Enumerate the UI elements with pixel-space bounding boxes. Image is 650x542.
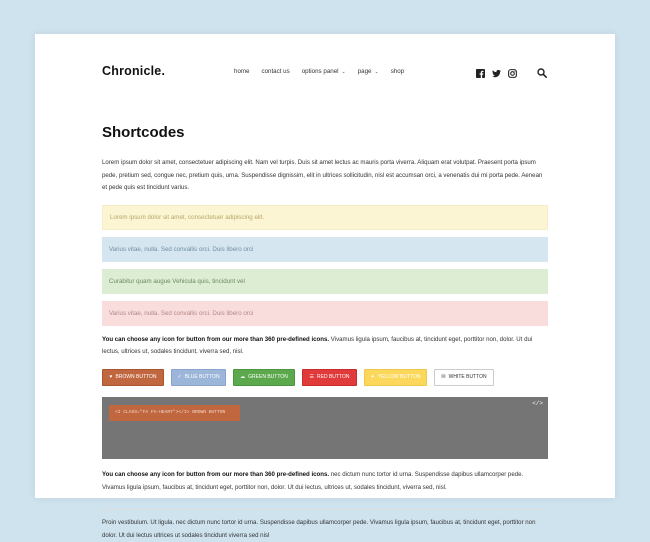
code-block — [102, 397, 548, 459]
nav-label: home — [234, 68, 250, 75]
green-button[interactable] — [233, 369, 295, 386]
description-rest: nec dictum nunc tortor id urna. Suspendisse dapibus ullamcorper pede. Vivamus ligula ipsum, faucibus at, tincidunt eget, porttitor non, dolor. Ut dui lectus, ultrices ut, sodales tincidunt, viverra sed, nisl. — [102, 470, 524, 491]
intro-paragraph: Lorem ipsum dolor sit amet, consectetuer adipiscing elit. Nam vel turpis. Duis sit amet lectus ac mauris porta viverra. Aliquam erat volutpat. Praesent porta ipsum pede, pretium sed, congue nec, pretium quis, urna. Suspendisse dignissim, elit in ultrices sollicitudin, nisl est accumsan orci, a venenatis dui mi porta pede. Aenean et pede quis est tincidunt varius. — [102, 159, 543, 192]
divider — [102, 509, 548, 510]
alert-text: Lorem ipsum dolor sit amet, consectetuer adipiscing elit. — [110, 213, 265, 221]
main-nav — [234, 68, 416, 75]
heart-icon: ♥ — [109, 374, 113, 381]
alert-green — [102, 269, 548, 294]
alert-text: Varius vitae, nulla. Sed convallis orci. Duis libero orci — [109, 309, 254, 317]
chevron-down-icon: ⌄ — [374, 68, 379, 75]
blue-button[interactable] — [171, 369, 226, 386]
cloud-icon: ☁ — [240, 374, 246, 381]
code-snippet: <I CLASS="FA FA-HEART"></I> BROWN BUTTON — [109, 405, 240, 421]
bold-intro: You can choose any icon for button from our more than 360 pre-defined icons. — [102, 470, 330, 478]
nav-item-shop[interactable] — [391, 68, 404, 75]
white-button[interactable] — [434, 369, 494, 386]
button-label: YELLOW BUTTON — [377, 374, 421, 381]
button-label: GREEN BUTTON — [248, 374, 288, 381]
facebook-icon[interactable] — [476, 65, 485, 74]
proin-paragraph: Proin vestibulum. Ut ligula. nec dictum nunc tortor id urna. Suspendisse dapibus ullamcorper pede. Vivamus ligula ipsum, faucibus at, tincidunt eget, porttitor non dolor. Ut dui lectus ultrices ut sodales tincidunt viverra sed nisl — [102, 519, 536, 539]
red-button[interactable] — [302, 369, 357, 386]
nav-item-contact-us[interactable] — [261, 68, 289, 75]
description-rest: Vivamus ligula ipsum, faucibus at, tincidunt eget, porttitor non, dolor. Ut dui lectus, ultrices ut, sodales tincidunt, viverra sed, nisl. — [102, 335, 533, 356]
buttons-description — [102, 334, 548, 359]
alert-yellow — [102, 205, 548, 230]
check-icon: ✓ — [177, 374, 182, 381]
button-label: BLUE BUTTON — [184, 374, 220, 381]
nav-label: contact us — [261, 68, 290, 75]
code-toggle-icon[interactable]: </> — [532, 399, 543, 407]
button-label: WHITE BUTTON — [448, 374, 487, 381]
site-header — [102, 64, 546, 84]
button-label: BROWN BUTTON — [115, 374, 157, 381]
chevron-down-icon: ⌄ — [341, 68, 346, 75]
button-label: RED BUTTON — [317, 374, 350, 381]
instagram-icon[interactable] — [508, 65, 517, 74]
list-icon: ☰ — [309, 374, 315, 381]
nav-item-page[interactable] — [358, 68, 379, 75]
twitter-icon[interactable] — [492, 65, 501, 74]
search-icon[interactable] — [537, 65, 547, 75]
alert-text: Varius vitae, nulla. Sed convallis orci. Duis libero orci — [109, 245, 254, 253]
bold-intro: You can choose any icon for button from our more than 360 pre-defined icons. — [102, 335, 330, 343]
main-content — [102, 124, 548, 542]
social-links — [476, 65, 517, 74]
nav-label: options panel — [301, 68, 339, 75]
page-title: Shortcodes — [102, 124, 185, 141]
icons-paragraph — [102, 469, 548, 494]
alert-text: Curabitur quam augue Vehicula quis, tincidunt vel — [109, 277, 245, 285]
envelope-icon: ✉ — [441, 374, 446, 381]
nav-item-options-panel[interactable] — [302, 68, 346, 75]
nav-item-home[interactable] — [234, 68, 249, 75]
nav-label: shop — [390, 68, 405, 75]
nav-label: page — [357, 68, 372, 75]
page-card — [35, 34, 615, 539]
site-logo[interactable]: Chronicle. — [102, 64, 166, 78]
yellow-button[interactable] — [364, 369, 427, 386]
bulb-icon: ✦ — [370, 374, 375, 381]
alert-red — [102, 301, 548, 326]
alert-blue — [102, 237, 548, 262]
brown-button[interactable] — [102, 369, 164, 386]
button-row — [102, 369, 548, 386]
